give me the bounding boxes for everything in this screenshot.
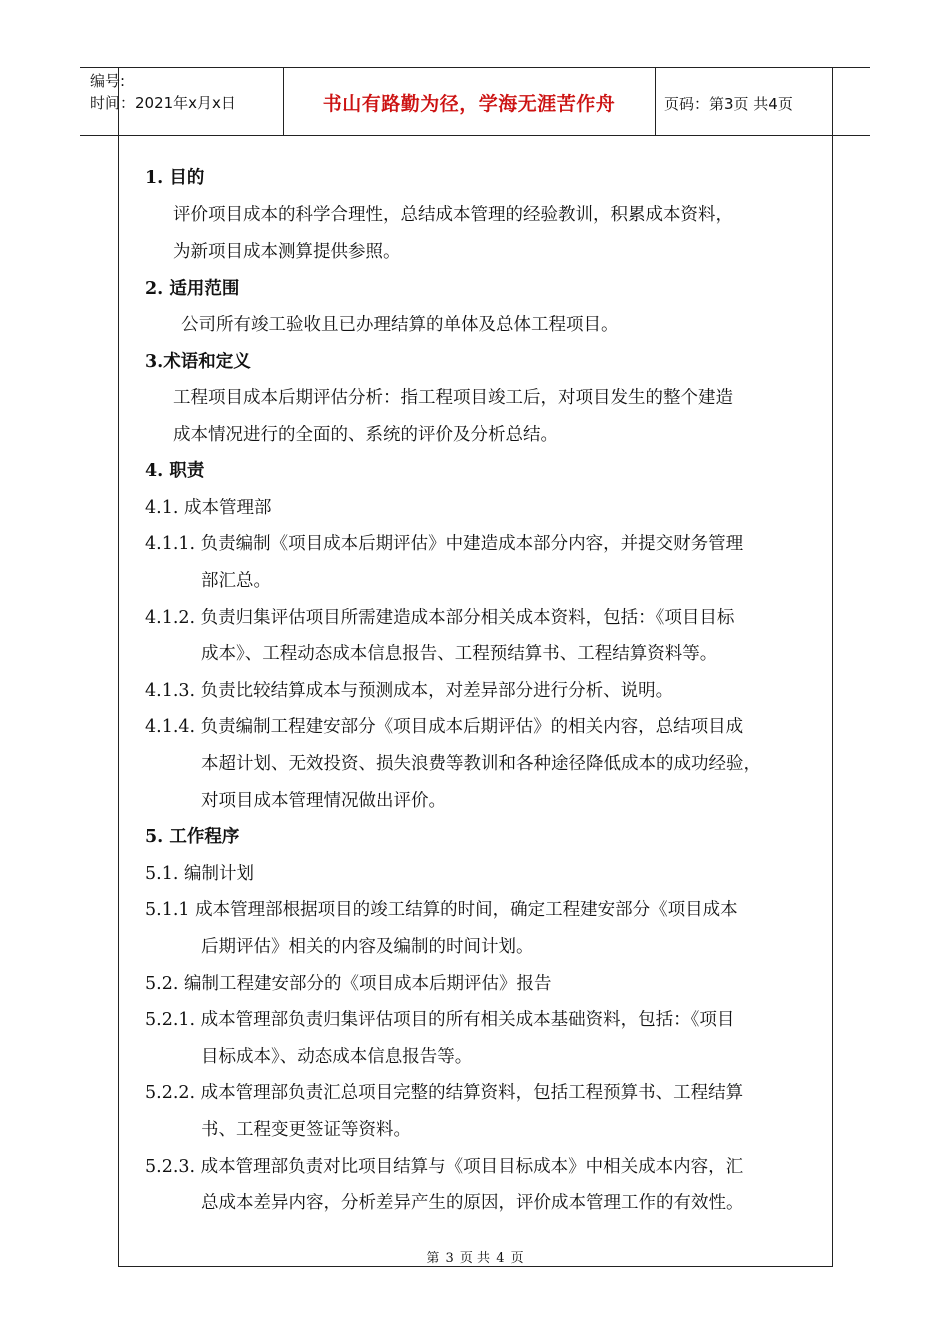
page-frame-right bbox=[832, 67, 833, 1267]
page-footer bbox=[0, 1247, 950, 1266]
body-line: 为新项目成本测算提供参照。 bbox=[173, 242, 401, 262]
list-item: 4.1.1. 负责编制《项目成本后期评估》中建造成本部分内容，并提交财务管理 bbox=[145, 534, 744, 554]
list-item-continued: 本超计划、无效投资、损失浪费等教训和各种途径降低成本的成功经验， bbox=[201, 754, 761, 774]
footer-middle: 页 共 bbox=[459, 1251, 491, 1266]
list-item: 4.1.3. 负责比较结算成本与预测成本，对差异部分进行分析、说明。 bbox=[145, 681, 674, 701]
list-item-continued: 对项目成本管理情况做出评价。 bbox=[201, 791, 446, 811]
footer-suffix: 页 bbox=[510, 1251, 524, 1266]
body-line: 公司所有竣工验收且已办理结算的单体及总体工程项目。 bbox=[181, 315, 619, 335]
section-heading: 4. 职责 bbox=[145, 461, 205, 481]
section-heading: 1. 目的 bbox=[145, 168, 205, 188]
list-item-continued: 成本》、工程动态成本信息报告、工程预结算书、工程结算资料等。 bbox=[201, 644, 718, 664]
body-line: 工程项目成本后期评估分析：指工程项目竣工后，对项目发生的整个建造 bbox=[173, 388, 733, 408]
footer-total: 4 bbox=[496, 1251, 505, 1266]
list-item: 5.2.2. 成本管理部负责汇总项目完整的结算资料，包括工程预算书、工程结算 bbox=[145, 1083, 744, 1103]
header-motto: 书山有路勤为径，学海无涯苦作舟 bbox=[322, 93, 616, 115]
header-meta bbox=[90, 70, 236, 114]
page-frame-left bbox=[118, 67, 119, 1267]
subsection-heading: 5.1. 编制计划 bbox=[145, 864, 254, 884]
header-divider-2 bbox=[655, 67, 656, 136]
list-item: 4.1.2. 负责归集评估项目所需建造成本部分相关成本资料，包括：《项目目标 bbox=[145, 608, 735, 628]
list-item-continued: 部汇总。 bbox=[201, 571, 271, 591]
page-frame-bottom bbox=[118, 1266, 833, 1267]
section-heading: 3.术语和定义 bbox=[145, 352, 251, 372]
document-number-label: 编号: bbox=[90, 72, 126, 90]
list-item-continued: 书、工程变更签证等资料。 bbox=[201, 1120, 411, 1140]
body-line: 成本情况进行的全面的、系统的评价及分析总结。 bbox=[173, 425, 558, 445]
subsection-heading: 4.1. 成本管理部 bbox=[145, 498, 272, 518]
body-line: 评价项目成本的科学合理性，总结成本管理的经验教训，积累成本资料， bbox=[173, 205, 733, 225]
list-item-continued: 后期评估》相关的内容及编制的时间计划。 bbox=[201, 937, 534, 957]
subsection-heading: 5.2. 编制工程建安部分的《项目成本后期评估》报告 bbox=[145, 974, 552, 994]
list-item-continued: 总成本差异内容，分析差异产生的原因，评价成本管理工作的有效性。 bbox=[201, 1193, 744, 1213]
list-item: 4.1.4. 负责编制工程建安部分《项目成本后期评估》的相关内容，总结项目成 bbox=[145, 717, 744, 737]
footer-page: 3 bbox=[445, 1251, 454, 1266]
list-item: 5.2.3. 成本管理部负责对比项目结算与《项目目标成本》中相关成本内容，汇 bbox=[145, 1157, 744, 1177]
list-item: 5.2.1. 成本管理部负责归集评估项目的所有相关成本基础资料，包括：《项目 bbox=[145, 1010, 735, 1030]
section-heading: 5. 工作程序 bbox=[145, 827, 240, 847]
footer-prefix: 第 bbox=[426, 1251, 440, 1266]
header-page-number: 页码：第3页 共4页 bbox=[664, 95, 793, 113]
list-item: 5.1.1 成本管理部根据项目的竣工结算的时间，确定工程建安部分《项目成本 bbox=[145, 900, 738, 920]
header-top-border bbox=[80, 67, 870, 68]
list-item-continued: 目标成本》、动态成本信息报告等。 bbox=[201, 1047, 473, 1067]
section-heading: 2. 适用范围 bbox=[145, 279, 240, 299]
header-bottom-border bbox=[80, 135, 870, 136]
document-date-label: 时间：2021年x月x日 bbox=[90, 94, 236, 112]
